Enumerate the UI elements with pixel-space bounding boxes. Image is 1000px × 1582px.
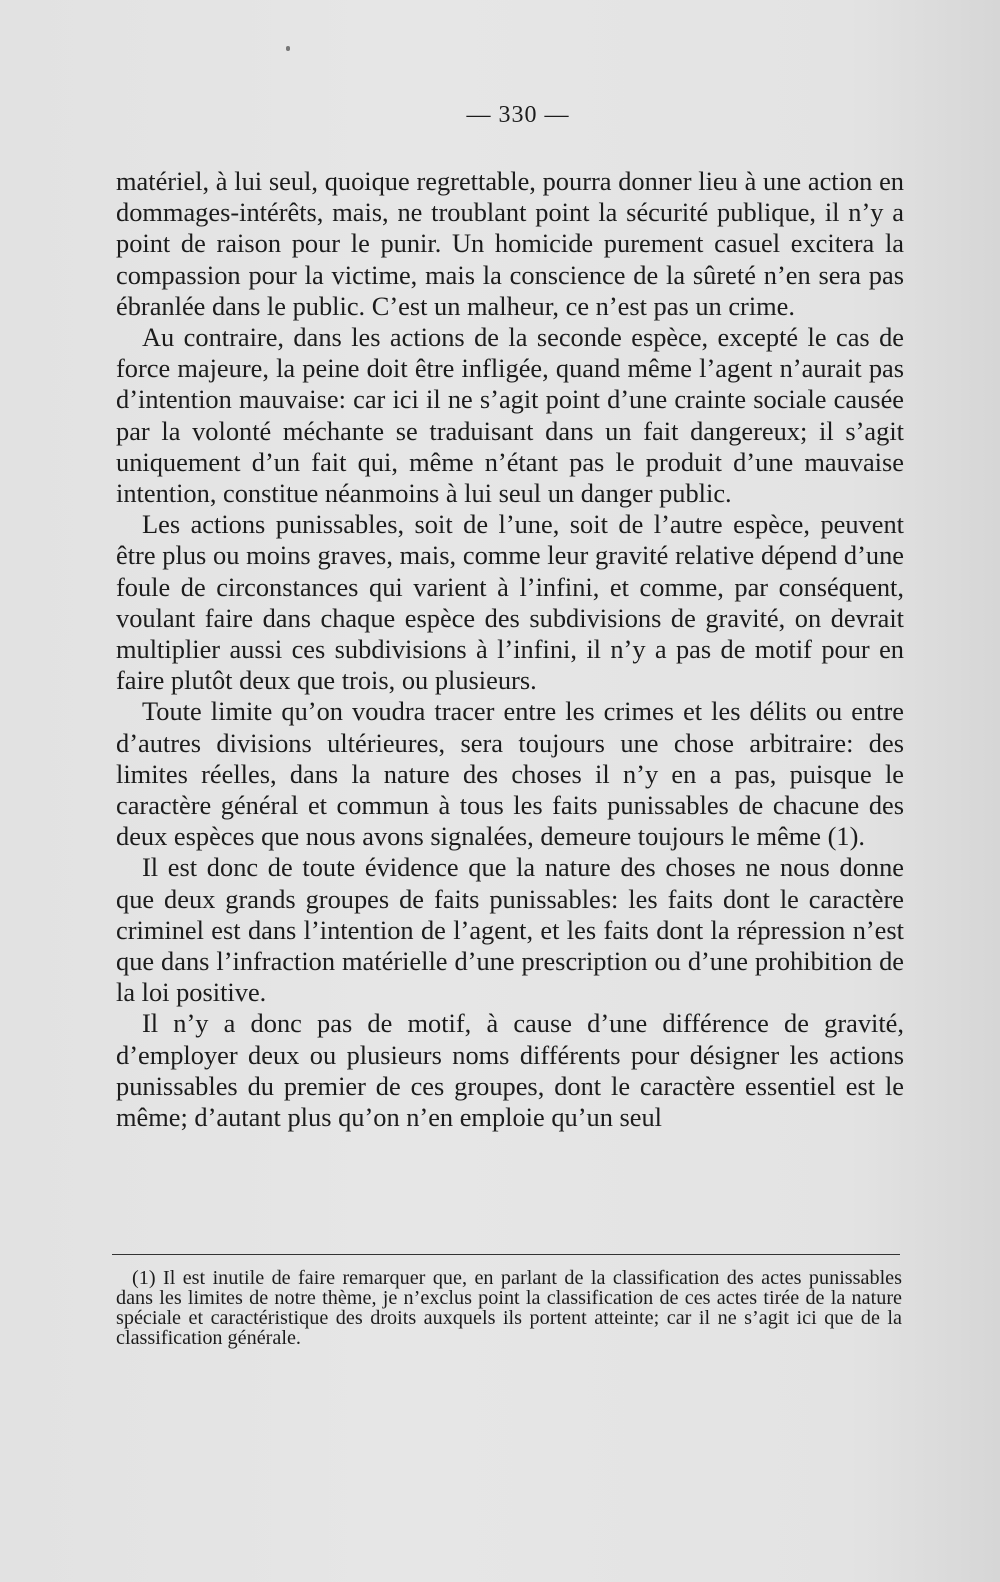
paragraph: Les actions punissables, soit de l’une, soit de l’autre espèce, peuvent être plus ou moins graves, mais, comme leur gravité relative dépend d’une foule de circonstances qui varient à l’infini, et comme, par conséquent, voulant faire dans chaque espèce des subdivisions de gravité, on devrait multiplier aussi ces subdivisions à l’infini, il n’y a pas de motif pour en faire plutôt deux que trois, ou plusieurs. (116, 509, 904, 696)
footnote-divider (112, 1254, 900, 1255)
footnote: (1) Il est inutile de faire remarquer que, en parlant de la classification des actes punissables dans les limites de notre thème, je n’exclus point la classification de ces actes tirée de la nature spéciale et caractéristique des droits auxquels ils portent atteinte; car il ne s’agit ici que de la classification générale. (116, 1267, 902, 1349)
paragraph: Il n’y a donc pas de motif, à cause d’une différence de gravité, d’employer deux ou plusieurs noms différents pour désigner les actions punissables du premier de ces groupes, dont le caractère essentiel est le même; d’autant plus qu’on n’en emploie qu’un seul (116, 1008, 904, 1133)
ink-speck (286, 46, 290, 51)
paragraph: Il est donc de toute évidence que la nature des choses ne nous donne que deux grands groupes de faits punissables: les faits dont le caractère criminel est dans l’intention de l’agent, et les faits dont la répression n’est que dans l’infraction matérielle d’une prescription ou d’une prohibition de la loi positive. (116, 852, 904, 1008)
body-text (116, 166, 904, 1133)
paragraph: Au contraire, dans les actions de la seconde espèce, excepté le cas de force majeure, la peine doit être infligée, quand même l’agent n’aurait pas d’intention mauvaise: car ici il ne s’agit point d’une crainte sociale causée par la volonté méchante se traduisant dans un fait dangereux; il s’agit uniquement d’un fait qui, même n’étant pas le produit d’une mauvaise intention, constitue néanmoins à lui seul un danger public. (116, 322, 904, 509)
paragraph: matériel, à lui seul, quoique regrettable, pourra donner lieu à une action en dommages-intérêts, mais, ne troublant point la sécurité publique, il n’y a point de raison pour le punir. Un homicide purement casuel excitera la compassion pour la victime, mais la conscience de la sûreté n’en sera pas ébranlée dans le public. C’est un malheur, ce n’est pas un crime. (116, 166, 904, 321)
paragraph: Toute limite qu’on voudra tracer entre les crimes et les délits ou entre d’autres divisions ultérieures, sera toujours une chose arbitraire: des limites réelles, dans la nature des choses il n’y en a pas, puisque le caractère général et commun à tous les faits punissables de chacune des deux espèces que nous avons signalées, demeure toujours le même (1). (116, 696, 904, 852)
page-number: — 330 — (466, 102, 570, 128)
